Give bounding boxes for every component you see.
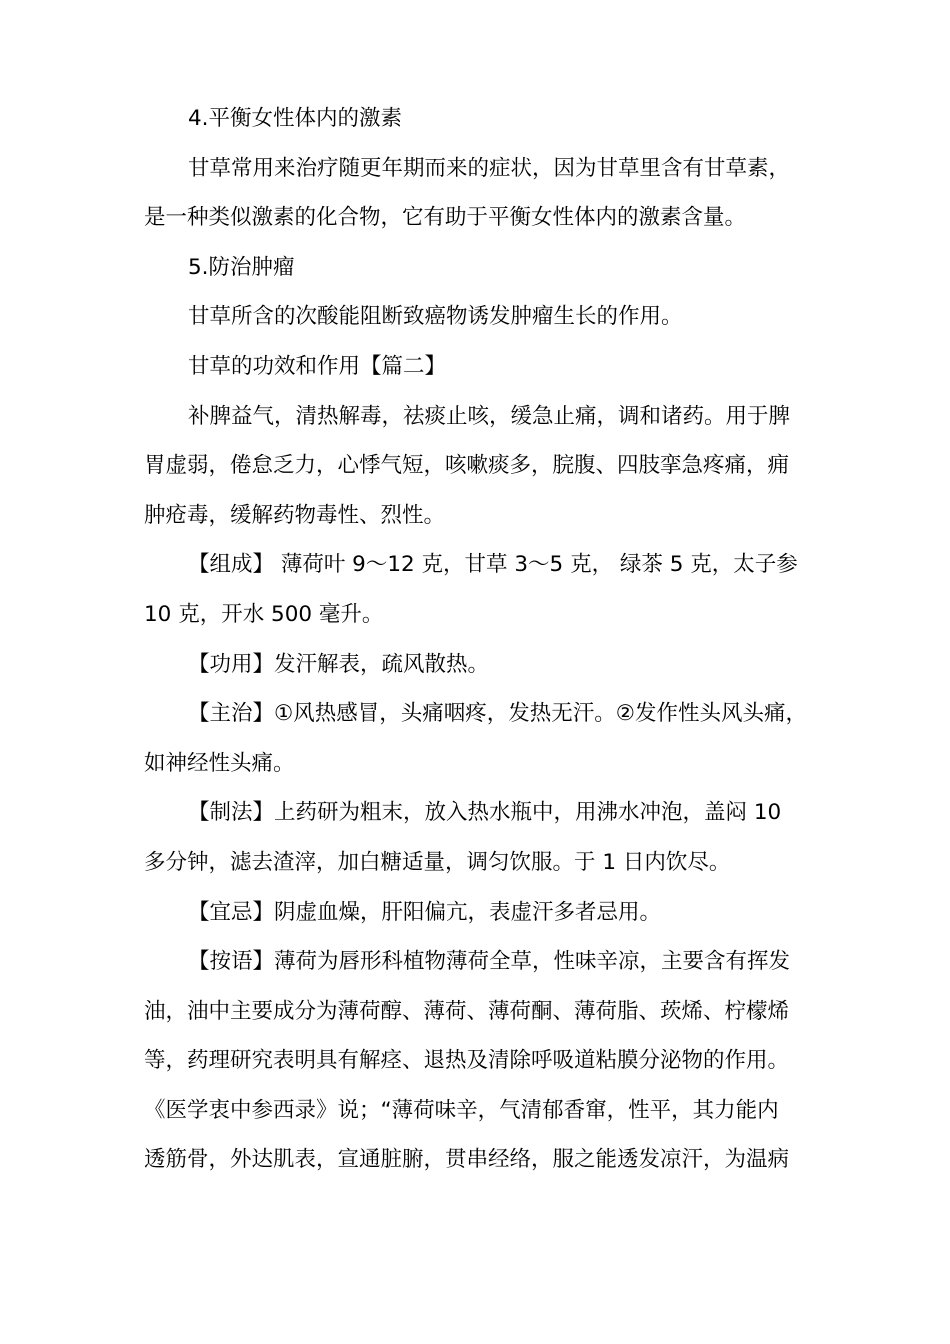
quotation-line: 《医学衷中参西录》说；“薄荷味辛，气清郁香窜，性平，其力能内 bbox=[144, 1097, 779, 1123]
indication-line: 【主治】①风热感冒，头痛咽疼，发热无汗。②发作性头风头痛， bbox=[188, 701, 808, 727]
function-line: 【功用】发汗解表，疏风散热。 bbox=[188, 651, 490, 677]
paragraph-line: 胃虚弱，倦怠乏力，心悸气短，咳嗽痰多，脘腹、四肢挛急疼痛，痈 bbox=[144, 453, 790, 479]
note-line: 油，油中主要成分为薄荷醇、薄荷、薄荷酮、薄荷脂、莰烯、柠檬烯 bbox=[144, 998, 790, 1024]
preparation-line: 多分钟，滤去渣滓，加白糖适量，调匀饮服。于 1 日内饮尽。 bbox=[144, 849, 731, 875]
document-body bbox=[144, 94, 824, 1185]
paragraph-line: 是一种类似激素的化合物，它有助于平衡女性体内的激素含量。 bbox=[144, 205, 747, 231]
paragraph-line: 肿疮毒，缓解药物毒性、烈性。 bbox=[144, 502, 446, 528]
note-line: 等，药理研究表明具有解痉、退热及清除呼吸道粘膜分泌物的作用。 bbox=[144, 1048, 790, 1074]
paragraph-line: 补脾益气，清热解毒，祛痰止咳，缓急止痛，调和诸药。用于脾 bbox=[188, 403, 791, 429]
preparation-line: 【制法】上药研为粗末，放入热水瓶中，用沸水冲泡，盖闷 10 bbox=[188, 800, 782, 826]
paragraph-line: 甘草所含的次酸能阻断致癌物诱发肿瘤生长的作用。 bbox=[188, 304, 683, 330]
indication-line: 如神经性头痛。 bbox=[144, 750, 295, 776]
section-title-part-two: 甘草的功效和作用【篇二】 bbox=[188, 353, 447, 379]
heading-balance-hormones: 4.平衡女性体内的激素 bbox=[188, 106, 403, 131]
composition-line: 【组成】 薄荷叶 9～12 克，甘草 3～5 克， 绿茶 5 克，太子参 bbox=[188, 552, 798, 578]
heading-prevent-tumor: 5.防治肿瘤 bbox=[188, 254, 295, 280]
quotation-line: 透筋骨，外达肌表，宣通脏腑，贯串经络，服之能透发凉汗，为温病 bbox=[144, 1147, 790, 1173]
note-line: 【按语】薄荷为唇形科植物薄荷全草，性味辛凉，主要含有挥发 bbox=[188, 949, 791, 975]
composition-line: 10 克，开水 500 毫升。 bbox=[144, 601, 384, 627]
paragraph-line: 甘草常用来治疗随更年期而来的症状，因为甘草里含有甘草素， bbox=[188, 155, 791, 181]
contraindication-line: 【宜忌】阴虚血燥，肝阳偏亢，表虚汗多者忌用。 bbox=[188, 899, 662, 925]
